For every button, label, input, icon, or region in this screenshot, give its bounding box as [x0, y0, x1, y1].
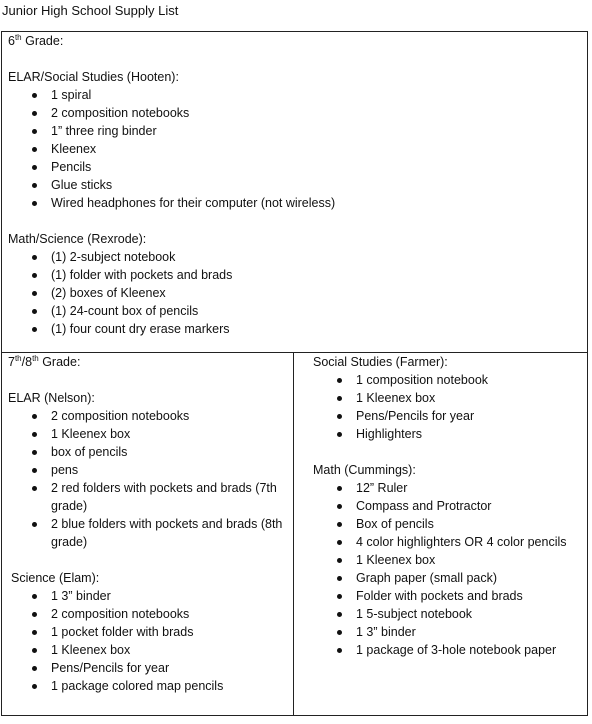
list-elar-nelson	[8, 407, 290, 551]
list-item: 1 Kleenex box	[8, 425, 290, 443]
list-item: 1 Kleenex box	[8, 641, 290, 659]
list-science-elam	[8, 587, 290, 695]
list-item: Kleenex	[8, 140, 583, 158]
list-item: 2 composition notebooks	[8, 605, 290, 623]
section-title-math-science-rexrode: Math/Science (Rexrode):	[8, 232, 147, 246]
list-item: 1 pocket folder with brads	[8, 623, 290, 641]
list-item: (1) four count dry erase markers	[8, 320, 583, 338]
section-title-social-studies-farmer: Social Studies (Farmer):	[313, 355, 448, 369]
section-title-elar-hooten: ELAR/Social Studies (Hooten):	[8, 70, 179, 84]
list-item: 1 Kleenex box	[313, 551, 585, 569]
list-item: pens	[8, 461, 290, 479]
grade78-heading: 7th/8th Grade:	[8, 353, 81, 369]
list-item: Compass and Protractor	[313, 497, 585, 515]
list-item: 1 composition notebook	[313, 371, 585, 389]
list-item: 1 5-subject notebook	[313, 605, 585, 623]
list-item: 1 Kleenex box	[313, 389, 585, 407]
list-item: Pencils	[8, 158, 583, 176]
list-item: (2) boxes of Kleenex	[8, 284, 583, 302]
list-item: Pens/Pencils for year	[313, 407, 585, 425]
list-item: 4 color highlighters OR 4 color pencils	[313, 533, 585, 551]
list-item: 1 package of 3-hole notebook paper	[313, 641, 585, 659]
list-social-studies-farmer	[313, 371, 585, 443]
grade78-left-content	[8, 353, 290, 695]
list-elar-hooten	[8, 86, 583, 212]
grade6-content	[8, 32, 583, 338]
list-item: Folder with pockets and brads	[313, 587, 585, 605]
list-item: 12” Ruler	[313, 479, 585, 497]
list-item: 2 blue folders with pockets and brads (8th grade)	[8, 515, 290, 551]
list-item: Box of pencils	[313, 515, 585, 533]
list-item: 2 composition notebooks	[8, 104, 583, 122]
list-item: 1” three ring binder	[8, 122, 583, 140]
list-math-science-rexrode	[8, 248, 583, 338]
section-title-elar-nelson: ELAR (Nelson):	[8, 391, 95, 405]
list-item: 1 3” binder	[313, 623, 585, 641]
list-item: Glue sticks	[8, 176, 583, 194]
list-item: Graph paper (small pack)	[313, 569, 585, 587]
list-item: (1) 2-subject notebook	[8, 248, 583, 266]
list-item: Highlighters	[313, 425, 585, 443]
grade6-heading: 6th Grade:	[8, 32, 64, 48]
list-item: Wired headphones for their computer (not wireless)	[8, 194, 583, 212]
list-math-cummings	[313, 479, 585, 659]
list-item: 1 package colored map pencils	[8, 677, 290, 695]
section-title-science-elam: Science (Elam):	[11, 571, 100, 585]
list-item: Pens/Pencils for year	[8, 659, 290, 677]
section-title-math-cummings: Math (Cummings):	[313, 463, 416, 477]
list-item: box of pencils	[8, 443, 290, 461]
document-title: Junior High School Supply List	[2, 3, 179, 18]
list-item: 2 composition notebooks	[8, 407, 290, 425]
list-item: (1) 24-count box of pencils	[8, 302, 583, 320]
list-item: 1 3” binder	[8, 587, 290, 605]
list-item: 1 spiral	[8, 86, 583, 104]
list-item: 2 red folders with pockets and brads (7th grade)	[8, 479, 290, 515]
grade78-right-content	[313, 353, 585, 659]
list-item: (1) folder with pockets and brads	[8, 266, 583, 284]
